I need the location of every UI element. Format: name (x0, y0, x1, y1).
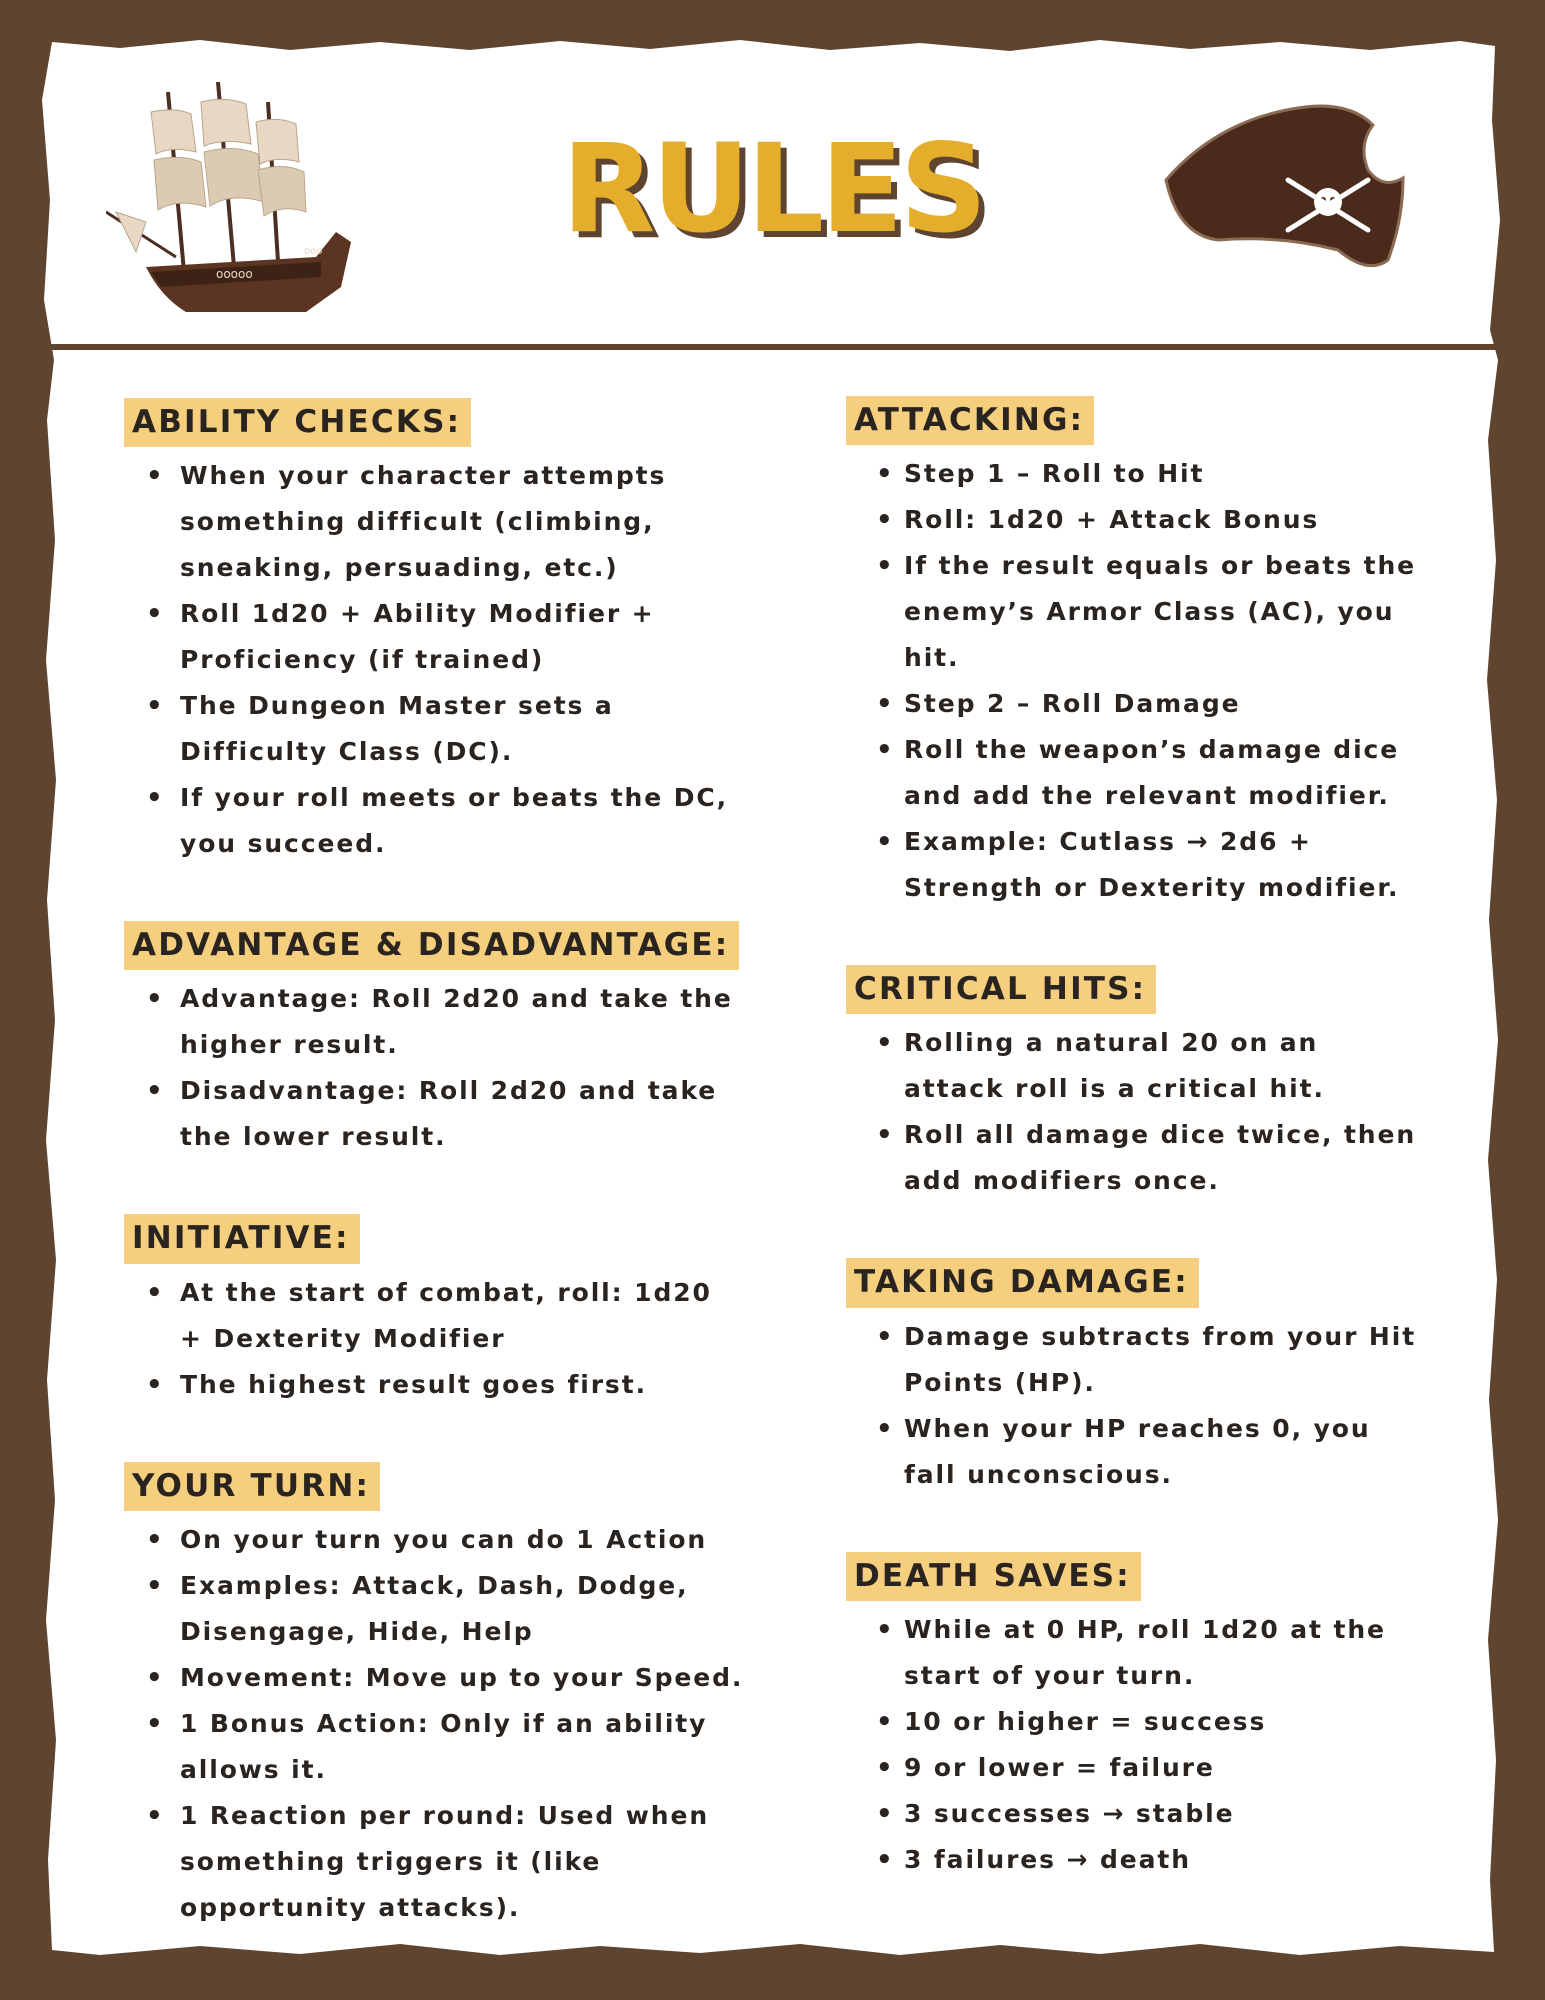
rule-list (124, 976, 744, 1160)
list-item: • If the result equals or beats the enemy’s Armor Class (AC), you hit. (846, 543, 1426, 681)
rule-list (124, 453, 744, 867)
list-item: • 3 failures → death (846, 1837, 1426, 1883)
ship-stern-windows: ooo (304, 246, 323, 257)
left-column (124, 398, 744, 1985)
rule-list (846, 1607, 1426, 1883)
list-item: • 10 or higher = success (846, 1699, 1426, 1745)
section-attacking (846, 396, 1426, 911)
list-item: • Examples: Attack, Dash, Dodge, Disengage, Hide, Help (124, 1563, 744, 1655)
list-item: • Disadvantage: Roll 2d20 and take the lower result. (124, 1068, 744, 1160)
list-item: • 9 or lower = failure (846, 1745, 1426, 1791)
list-item: • 1 Reaction per round: Used when something triggers it (like opportunity attacks). (124, 1793, 744, 1931)
page-title: RULES (561, 118, 984, 260)
rule-list (124, 1270, 744, 1408)
list-item: • On your turn you can do 1 Action (124, 1517, 744, 1563)
rule-list (846, 451, 1426, 911)
section-heading: YOUR TURN: (124, 1462, 380, 1511)
list-item: • The Dungeon Master sets a Difficulty Class (DC). (124, 683, 744, 775)
right-column (846, 396, 1426, 1937)
rule-list (846, 1020, 1426, 1204)
list-item: • Roll 1d20 + Ability Modifier + Proficiency (if trained) (124, 591, 744, 683)
list-item: • While at 0 HP, roll 1d20 at the start of your turn. (846, 1607, 1426, 1699)
section-taking-damage (846, 1258, 1426, 1497)
section-heading: ABILITY CHECKS: (124, 398, 471, 447)
section-heading: INITIATIVE: (124, 1214, 360, 1263)
list-item: • Example: Cutlass → 2d6 + Strength or Dexterity modifier. (846, 819, 1426, 911)
section-your-turn (124, 1462, 744, 1931)
list-item: • When your character attempts something difficult (climbing, sneaking, persuading, etc.) (124, 453, 744, 591)
list-item: • Roll all damage dice twice, then add modifiers once. (846, 1112, 1426, 1204)
section-critical-hits (846, 965, 1426, 1204)
list-item: • 1 Bonus Action: Only if an ability allows it. (124, 1701, 744, 1793)
rule-list (124, 1517, 744, 1931)
list-item: • Roll the weapon’s damage dice and add the relevant modifier. (846, 727, 1426, 819)
list-item: • The highest result goes first. (124, 1362, 744, 1408)
list-item: • At the start of combat, roll: 1d20 + Dexterity Modifier (124, 1270, 744, 1362)
list-item: • Step 1 – Roll to Hit (846, 451, 1426, 497)
section-death-saves (846, 1552, 1426, 1883)
header-divider (44, 344, 1506, 350)
section-initiative (124, 1214, 744, 1407)
section-advantage-disadvantage (124, 921, 744, 1160)
list-item: • Advantage: Roll 2d20 and take the higher result. (124, 976, 744, 1068)
ship-hull-portholes: ooooo (216, 267, 253, 281)
section-ability-checks (124, 398, 744, 867)
section-heading: CRITICAL HITS: (846, 965, 1156, 1014)
list-item: • Rolling a natural 20 on an attack roll is a critical hit. (846, 1020, 1426, 1112)
rule-list (846, 1314, 1426, 1498)
list-item: • 3 successes → stable (846, 1791, 1426, 1837)
list-item: • Step 2 – Roll Damage (846, 681, 1426, 727)
section-heading: DEATH SAVES: (846, 1552, 1141, 1601)
list-item: • If your roll meets or beats the DC, you succeed. (124, 775, 744, 867)
section-heading: TAKING DAMAGE: (846, 1258, 1199, 1307)
list-item: • When your HP reaches 0, you fall unconscious. (846, 1406, 1426, 1498)
section-heading: ADVANTAGE & DISADVANTAGE: (124, 921, 739, 970)
list-item: • Roll: 1d20 + Attack Bonus (846, 497, 1426, 543)
list-item: • Damage subtracts from your Hit Points (HP). (846, 1314, 1426, 1406)
section-heading: ATTACKING: (846, 396, 1094, 445)
list-item: • Movement: Move up to your Speed. (124, 1655, 744, 1701)
